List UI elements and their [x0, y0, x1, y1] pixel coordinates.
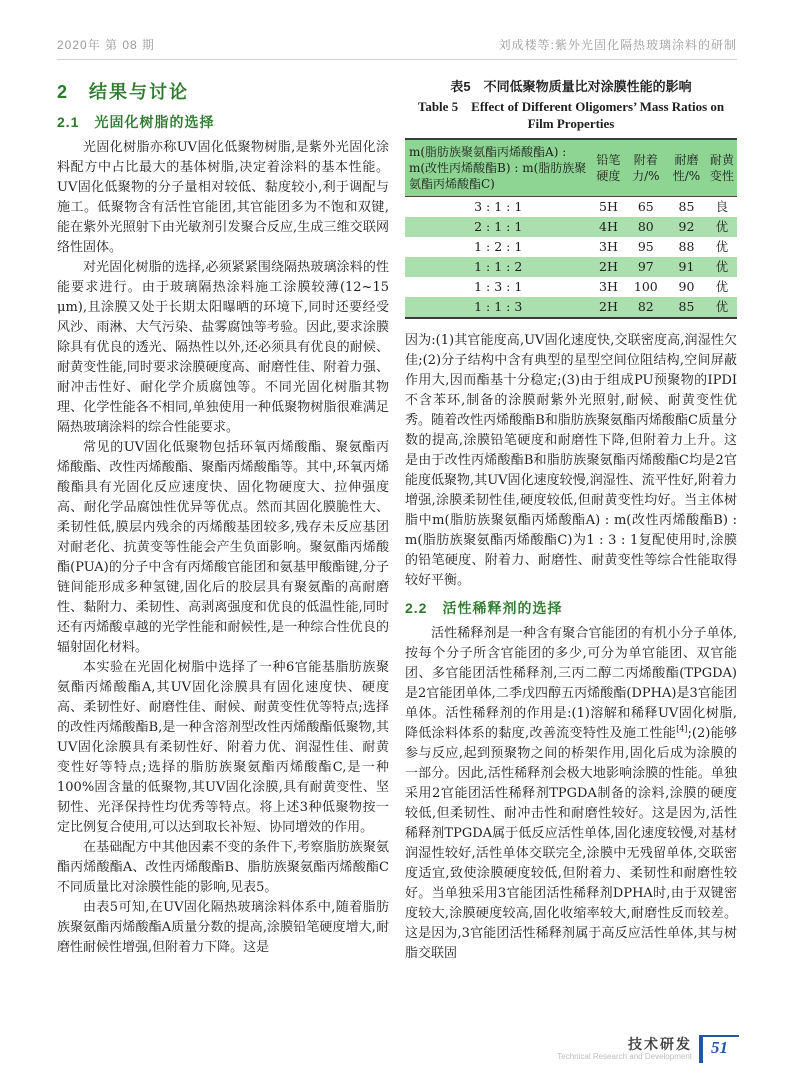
- paragraph: 在基础配方中其他因素不变的条件下,考察脂肪族聚氨酯丙烯酸酯A、改性丙烯酸酯B、脂肪族聚氨酯丙烯酸酯C不同质量比对涂膜性能的影响,见表5。: [57, 840, 389, 895]
- section-heading-results: 2 结果与讨论: [57, 82, 190, 102]
- table-cell: 80: [637, 219, 654, 234]
- table-cell: 91: [678, 259, 695, 274]
- table-cell: 优: [715, 239, 729, 254]
- table-cell: 优: [715, 279, 729, 294]
- right-column: [405, 72, 737, 964]
- table5-body: [405, 197, 737, 319]
- table-cell: 3H: [599, 239, 618, 254]
- table-cell: 1 : 2 : 1: [474, 239, 523, 254]
- table-cell: 优: [715, 259, 729, 274]
- paragraph: 对光固化树脂的选择,必须紧紧围绕隔热玻璃涂料的性能要求进行。由于玻璃隔热涂料施工涂膜较薄(12~15 μm),且涂膜又处于长期太阳曝晒的环境下,同时还要经受风沙、雨淋、大气污染、盐雾腐蚀等考验。因此,要求涂膜除具有优良的透光、隔热性以外,还必须具有优良的耐候、耐黄变性能,同时要求涂膜硬度高、耐磨性佳、附着力强、耐冲击性好、耐化学介质腐蚀等。不同光固化树脂其物理、化学性能各不相同,单独使用一种低聚物树脂很难满足隔热玻璃涂料的综合性能要求。: [57, 260, 389, 435]
- left-column: [57, 72, 389, 964]
- table-header-cell: m(脂肪族聚氨酯丙烯酸酯A) : m(改性丙烯酸酯B) : m(脂肪族聚氨酯丙烯酸酯C): [405, 139, 591, 197]
- table-row: [405, 257, 737, 277]
- table-cell: 85: [678, 299, 695, 314]
- table-cell: 1 : 1 : 2: [474, 259, 523, 274]
- page-footer: [557, 1035, 739, 1063]
- paragraph: [405, 624, 737, 964]
- table-cell: 100: [633, 279, 658, 294]
- journal-issue: 2020年 第 08 期: [57, 38, 156, 52]
- table5-caption-en: Table 5 Effect of Different Oligomers’ Mass Ratios on Film Properties: [417, 99, 725, 131]
- table-cell: 3 : 1 : 1: [474, 199, 523, 214]
- paragraph: 常见的UV固化低聚物包括环氧丙烯酸酯、聚氨酯丙烯酸酯、改性丙烯酸酯、聚酯丙烯酸酯等。其中,环氧丙烯酸酯具有光固化反应速度快、固化物硬度大、拉伸强度高、耐化学品腐蚀性优异等优点。然而其固化膜脆性大、柔韧性低,膜层内残余的丙烯酸基团较多,残存未反应基团对耐老化、抗黄变等性能会产生负面影响。聚氨酯丙烯酸酯(PUA)的分子中含有丙烯酸官能团和氨基甲酸酯键,分子链间能形成多种氢键,固化后的胶层具有聚氨酯的高耐磨性、黏附力、柔韧性、高剥离强度和优良的低温性能,同时还有丙烯酸卓越的光学性能和耐候性,是一种综合性优良的辐射固化材料。: [57, 440, 389, 655]
- table-cell: 82: [637, 299, 654, 314]
- table-cell: 90: [678, 279, 695, 294]
- table-row: [405, 197, 737, 218]
- table-cell: 2 : 1 : 1: [474, 219, 523, 234]
- paragraph-text: 活性稀释剂是一种含有聚合官能团的有机小分子单体,按每个分子所含官能团的多少,可分为单官能团、双官能团、多官能团活性稀释剂,三丙二醇二丙烯酸酯(TPGDA)是2官能团单体,二季戊四醇五丙烯酸酯(DPHA)是3官能团单体。活性稀释剂的作用是:(1)溶解和稀释UV固化树脂,降低涂料体系的黏度,改善流变特性及施工性能: [405, 626, 737, 741]
- table5-head: [405, 139, 737, 197]
- paragraph: 本实验在光固化树脂中选择了一种6官能基脂肪族聚氨酯丙烯酸酯A,其UV固化涂膜具有固化速度快、硬度高、柔韧性好、耐磨性佳、耐候、耐黄变性优等特点;选择的改性丙烯酸酯B,是一种含溶剂型改性丙烯酸酯低聚物,其UV固化涂膜具有柔韧性好、附着力优、润湿性佳、耐黄变性好等特点;选择的脂肪族聚氨酯丙烯酸酯C,是一种100%固含量的低聚物,其UV固化涂膜,具有耐黄变性、坚韧性、光泽保持性均优秀等特点。将上述3种低聚物按一定比例复合使用,可以达到取长补短、协同增效的作用。: [57, 660, 389, 835]
- running-title: 刘成楼等:紫外光固化隔热玻璃涂料的研制: [498, 38, 737, 52]
- table-cell: 88: [678, 239, 695, 254]
- citation-ref: [4]: [676, 724, 688, 734]
- table-header-cell: 铅笔硬度: [591, 139, 625, 197]
- subsection-heading-resin: 2.1 光固化树脂的选择: [57, 114, 215, 130]
- table-row: [405, 277, 737, 297]
- table-cell: 1 : 1 : 3: [474, 299, 523, 314]
- footer-section-label-en: Technical Research and Development: [557, 1051, 692, 1061]
- subsection-heading-diluent: 2.2 活性稀释剂的选择: [405, 600, 563, 616]
- table-cell: 良: [715, 199, 729, 214]
- page-number: 51: [699, 1035, 739, 1063]
- table-header-row: [405, 139, 737, 197]
- table-cell: 3H: [599, 279, 618, 294]
- table5: [405, 138, 737, 319]
- table-row: [405, 297, 737, 318]
- paragraph-text: ;(2)能够参与反应,起到预聚物之间的桥架作用,固化后成为涂膜的一部分。因此,活性稀释剂会极大地影响涂膜的性能。单独采用2官能团活性稀释剂TPGDA制备的涂料,涂膜的硬度较低,但柔韧性、耐冲击性和耐磨性较好。这是因为,活性稀释剂TPGDA属于低反应活性单体,固化速度较慢,对基材润湿性较好,活性单体交联完全,涂膜中无残留单体,交联密度适宜,致使涂膜硬度较低,但附着力、柔韧性和耐磨性较好。当单独采用3官能团活性稀释剂DPHA时,由于双键密度较大,涂膜硬度较高,固化收缩率较大,耐磨性反而较差。这是因为,3官能团活性稀释剂属于高反应活性单体,其与树脂交联固: [405, 726, 737, 961]
- table-cell: 4H: [599, 219, 618, 234]
- table-cell: 2H: [599, 259, 618, 274]
- table-cell: 85: [678, 199, 695, 214]
- table5-caption-zh: 表5 不同低聚物质量比对涂膜性能的影响: [450, 79, 692, 94]
- table-cell: 优: [715, 299, 729, 314]
- content-columns: [57, 72, 737, 964]
- table-cell: 5H: [599, 199, 618, 214]
- table-cell: 优: [715, 219, 729, 234]
- table-cell: 1 : 3 : 1: [474, 279, 523, 294]
- table-row: [405, 217, 737, 237]
- footer-labels: [557, 1037, 692, 1062]
- table-header-cell: 耐黄变性: [707, 139, 737, 197]
- footer-section-label-zh: 技术研发: [628, 1035, 692, 1052]
- table-header-cell: 耐磨性/%: [666, 139, 707, 197]
- table-cell: 65: [637, 199, 654, 214]
- paragraph: 因为:(1)其官能度高,UV固化速度快,交联密度高,润湿性欠佳;(2)分子结构中含有典型的星型空间位阻结构,空间屏蔽作用大,因而酯基十分稳定;(3)由于组成PU预聚物的IPDI不含苯环,制备的涂膜耐紫外光照射,耐候、耐黄变性优秀。随着改性丙烯酸酯B和脂肪族聚氨酯丙烯酸酯C质量分数的提高,涂膜铅笔硬度和耐磨性下降,但附着力上升。这是由于改性丙烯酸酯B和脂肪族聚氨酯丙烯酸酯C均是2官能度低聚物,其UV固化速度较慢,润湿性、流平性好,附着力增强,涂膜柔韧性佳,硬度较低,但耐黄变性均好。当主体树脂中m(脂肪族聚氨酯丙烯酸酯A) : m(改性丙烯酸酯B) : m(脂肪族聚氨酯丙烯酸酯C)为1 : 3 : 1复配使用时,涂膜的铅笔硬度、附着力、耐磨性、耐黄变性等综合性能取得较好平衡。: [405, 333, 737, 588]
- table-cell: 95: [637, 239, 654, 254]
- table-cell: 2H: [599, 299, 618, 314]
- paragraph: 光固化树脂亦称UV固化低聚物树脂,是紫外光固化涂料配方中占比最大的基体树脂,决定着涂料的基本性能。UV固化低聚物的分子量相对较低、黏度较小,利于调配与施工。低聚物含有活性官能团,其官能团多为不饱和双键,能在紫外光照射下由光敏剂引发聚合反应,生成三维交联网络性固体。: [57, 140, 389, 255]
- table-cell: 92: [678, 219, 695, 234]
- table-row: [405, 237, 737, 257]
- page-header: [57, 36, 737, 60]
- table-cell: 97: [637, 259, 654, 274]
- paragraph: 由表5可知,在UV固化隔热玻璃涂料体系中,随着脂肪族聚氨酯丙烯酸酯A质量分数的提高,涂膜铅笔硬度增大,耐磨性耐候性增强,但附着力下降。这是: [57, 900, 389, 955]
- table-header-cell: 附着力/%: [625, 139, 666, 197]
